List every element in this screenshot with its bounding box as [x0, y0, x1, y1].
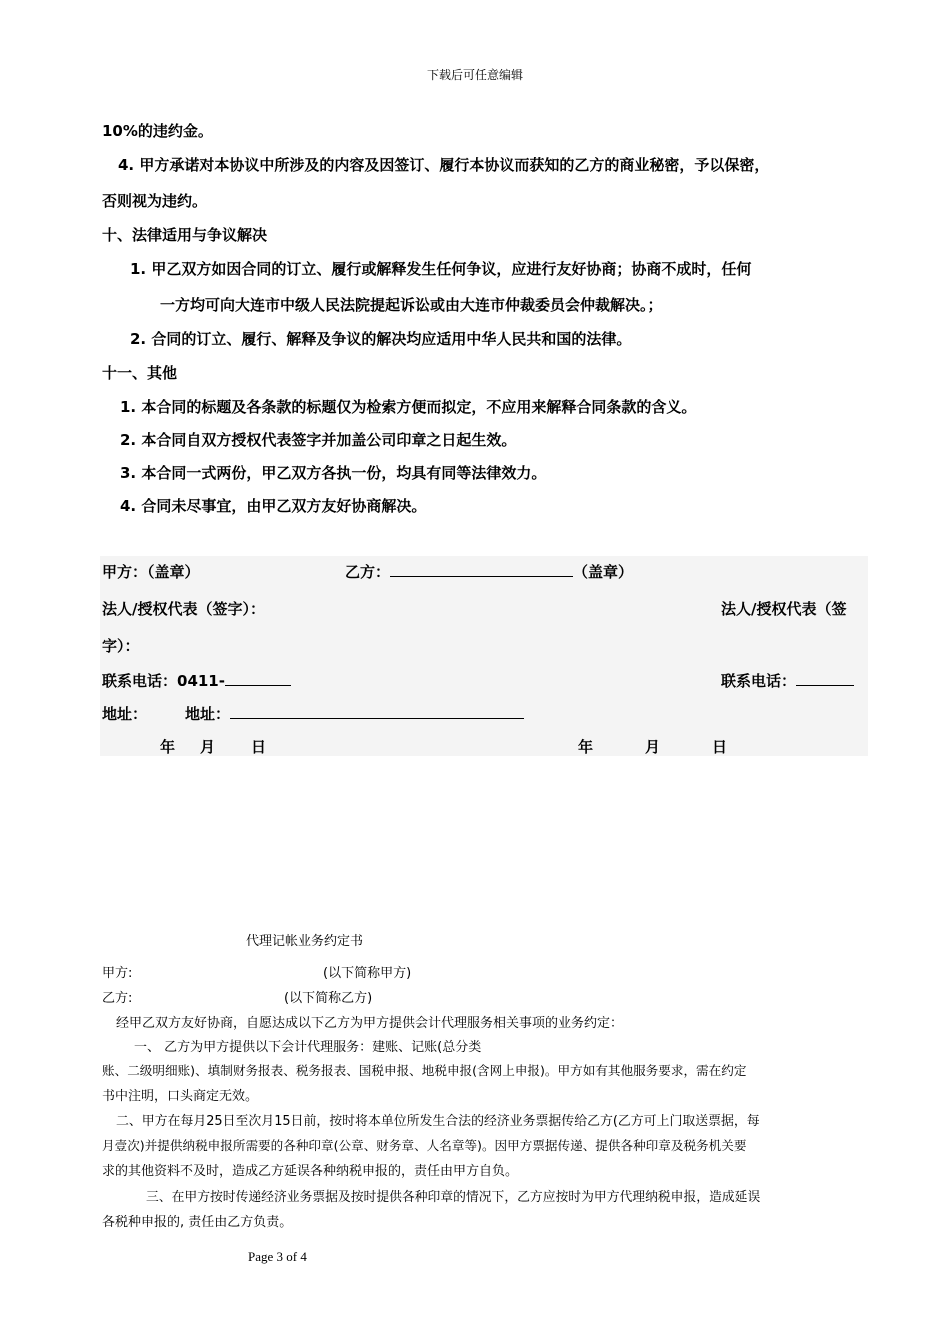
agreement-p1-cont: 账、二级明细账)、填制财务报表、税务报表、国税申报、地税申报(含网上申报)。甲方如有其他服务要求，需在约定	[102, 1063, 747, 1078]
section-10-item-2: 2. 合同的订立、履行、解释及争议的解决均应适用中华人民共和国的法律。	[130, 330, 632, 348]
confidentiality-clause-cont: 否则视为违约。	[102, 192, 208, 210]
section-10-item-1-cont: 一方均可向大连市中级人民法院提起诉讼或由大连市仲裁委员会仲裁解决。；	[160, 296, 663, 314]
agreement-p2-end: 求的其他资料不及时，造成乙方延误各种纳税申报的，责任由甲方自负。	[102, 1164, 519, 1179]
agreement-p2: 二、甲方在每月25日至次月15日前，按时将本单位所发生合法的经济业务票据传给乙方(乙方可上门取送票据，每	[116, 1114, 760, 1129]
phone-b-line	[796, 671, 854, 686]
agreement-p1-end: 书中注明，口头商定无效。	[102, 1089, 259, 1104]
page-header: 下载后可任意编辑	[426, 68, 523, 82]
section-11-item: 2. 本合同自双方授权代表签字并加盖公司印章之日起生效。	[120, 431, 517, 449]
section-11-item: 1. 本合同的标题及各条款的标题仅为检索方便而拟定，不应用来解释合同条款的含义。	[120, 398, 697, 416]
address-b-line	[230, 704, 524, 719]
address-b-text: 地址：	[185, 705, 231, 723]
section-10-title: 十、法律适用与争议解决	[102, 226, 268, 244]
rep-a-label: 法人/授权代表（签字）：	[102, 600, 265, 618]
rep-b-label-cont: 字）：	[102, 637, 140, 655]
phone-b-text: 联系电话：	[721, 672, 797, 690]
agreement-intro: 经甲乙双方友好协商，自愿达成以下乙方为甲方提供会计代理服务相关事项的业务约定：	[116, 1016, 624, 1031]
agreement-party-b-note: (以下简称乙方)	[284, 991, 373, 1006]
phone-a-line	[225, 671, 291, 686]
party-b-text: 乙方：	[345, 563, 391, 581]
date-a-year: 年	[160, 738, 176, 756]
section-10-item-1: 1. 甲乙双方如因合同的订立、履行或解释发生任何争议，应进行友好协商；协商不成时，任何	[130, 260, 752, 278]
date-b-year: 年	[578, 738, 594, 756]
agreement-p3-cont: 各税种申报的, 责任由乙方负责。	[102, 1215, 293, 1230]
phone-a-text: 联系电话：0411-	[102, 672, 225, 690]
phone-b	[721, 670, 854, 691]
address-a: 地址：	[102, 705, 148, 723]
agreement-p3: 三、在甲方按时传递经济业务票据及按时提供各种印章的情况下，乙方应按时为甲方代理纳税申报，造成延误	[146, 1190, 761, 1205]
date-a-day: 日	[251, 738, 267, 756]
party-b-label	[345, 561, 633, 582]
date-b-month: 月	[645, 738, 661, 756]
page-number: Page 3 of 4	[248, 1249, 307, 1264]
date-b-day: 日	[712, 738, 728, 756]
signature-block	[100, 556, 868, 756]
phone-a	[102, 670, 291, 691]
agreement-party-a-note: (以下简称甲方)	[323, 966, 412, 981]
section-11-title: 十一、其他	[102, 364, 178, 382]
agreement-party-b-label: 乙方:	[102, 991, 133, 1006]
party-b-line	[390, 562, 573, 577]
agreement-p1: 一、 乙方为甲方提供以下会计代理服务：建账、记账(总分类	[134, 1040, 482, 1055]
agreement-title: 代理记帐业务约定书	[246, 934, 364, 949]
party-a-stamp: 甲方：（盖章）	[102, 563, 200, 581]
agreement-p2-cont: 月壹次)并提供纳税申报所需要的各种印章(公章、财务章、人名章等)。因甲方票据传递、提供各种印章及税务机关要	[102, 1138, 747, 1153]
confidentiality-clause: 4. 甲方承诺对本协议中所涉及的内容及因签订、履行本协议而获知的乙方的商业秘密，予以保密，	[118, 156, 770, 174]
section-11-item: 4. 合同未尽事宜，由甲乙双方友好协商解决。	[120, 497, 427, 515]
date-a-month: 月	[200, 738, 216, 756]
agreement-party-a-label: 甲方:	[102, 966, 133, 981]
party-b-stamp: （盖章）	[573, 563, 634, 581]
penalty-line: 10%的违约金。	[102, 122, 213, 140]
address-b	[185, 703, 524, 724]
rep-b-label: 法人/授权代表（签	[721, 600, 847, 618]
section-11-item: 3. 本合同一式两份，甲乙双方各执一份，均具有同等法律效力。	[120, 464, 547, 482]
